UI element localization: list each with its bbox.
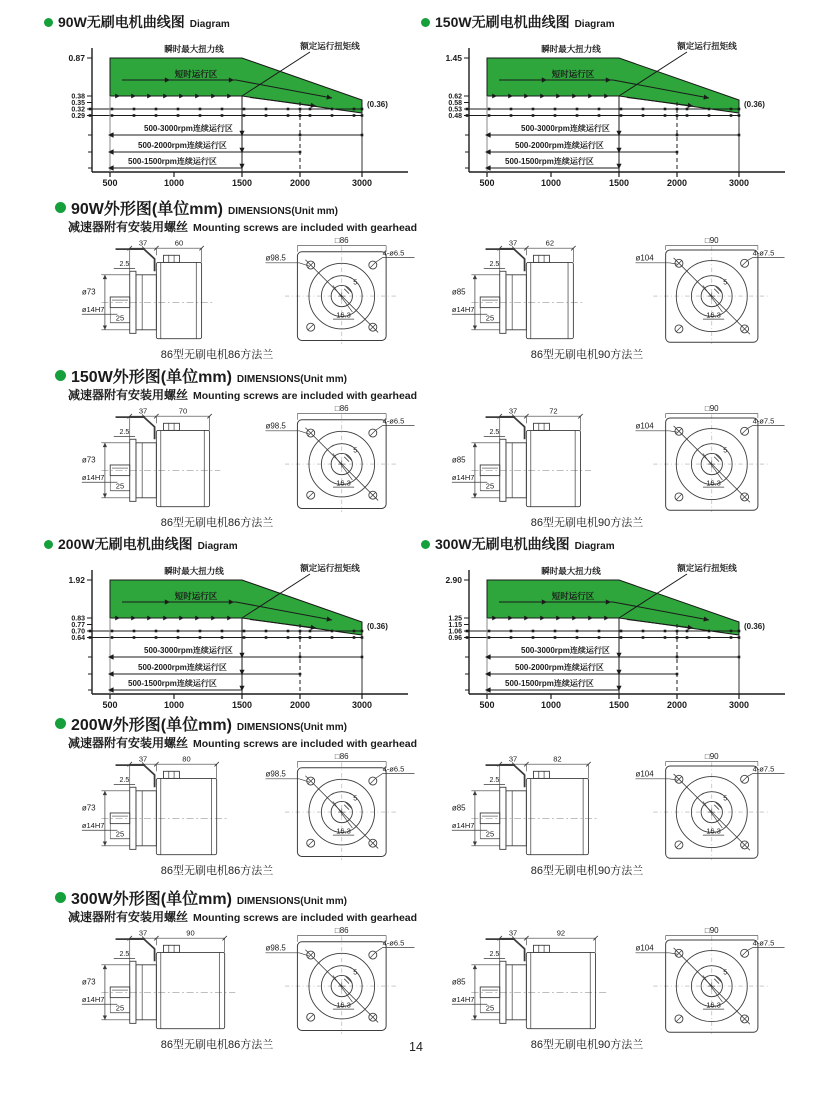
svg-text:0.62: 0.62 bbox=[448, 93, 462, 101]
svg-text:25: 25 bbox=[485, 313, 495, 323]
svg-text:500-1500rpm连续运行区: 500-1500rpm连续运行区 bbox=[128, 679, 217, 688]
svg-text:4-ø6.5: 4-ø6.5 bbox=[382, 764, 405, 774]
side-view-drawing bbox=[72, 234, 262, 344]
svg-text:0.48: 0.48 bbox=[448, 113, 462, 121]
svg-text:0.53: 0.53 bbox=[448, 106, 462, 114]
svg-text:0.35: 0.35 bbox=[71, 100, 85, 108]
dim-subtitle bbox=[68, 734, 417, 751]
dim-title: 90W外形图(单位mm) bbox=[71, 201, 224, 218]
drawing-caption: 86型无刷电机90方法兰 bbox=[530, 865, 644, 877]
svg-text:额定运行扭矩线: 额定运行扭矩线 bbox=[300, 41, 360, 51]
svg-text:16.3: 16.3 bbox=[336, 478, 351, 488]
svg-text:4-ø6.5: 4-ø6.5 bbox=[382, 416, 405, 426]
svg-text:37: 37 bbox=[138, 406, 148, 416]
chart-title: 90W无刷电机曲线图 bbox=[58, 14, 185, 30]
svg-text:(0.36): (0.36) bbox=[367, 100, 388, 109]
svg-text:16.3: 16.3 bbox=[336, 310, 351, 320]
svg-text:1000: 1000 bbox=[163, 700, 185, 710]
svg-text:500: 500 bbox=[479, 700, 495, 710]
svg-text:瞬时最大扭力线: 瞬时最大扭力线 bbox=[541, 566, 601, 576]
drawing-caption: 86型无刷电机86方法兰 bbox=[160, 1039, 274, 1051]
svg-text:4-ø7.5: 4-ø7.5 bbox=[752, 764, 775, 774]
svg-text:25: 25 bbox=[485, 1003, 495, 1013]
dim-subtitle bbox=[68, 908, 417, 925]
svg-text:16.3: 16.3 bbox=[706, 826, 721, 836]
svg-text:5: 5 bbox=[723, 968, 728, 977]
svg-text:□86: □86 bbox=[334, 403, 349, 413]
drawing-90-flange bbox=[442, 234, 802, 366]
svg-text:500: 500 bbox=[102, 178, 118, 188]
svg-text:ø104: ø104 bbox=[635, 769, 654, 779]
svg-text:ø14H7: ø14H7 bbox=[81, 995, 105, 1005]
svg-text:1500: 1500 bbox=[608, 178, 630, 188]
subtitle-en: Mounting screws are included with gearhead bbox=[193, 222, 418, 234]
svg-text:0.58: 0.58 bbox=[448, 100, 462, 108]
svg-text:1000: 1000 bbox=[163, 178, 185, 188]
svg-text:1.15: 1.15 bbox=[448, 622, 462, 630]
svg-text:ø104: ø104 bbox=[635, 943, 654, 953]
svg-text:2.5: 2.5 bbox=[119, 949, 130, 958]
bullet-icon bbox=[55, 202, 66, 213]
svg-text:5: 5 bbox=[353, 968, 358, 977]
svg-text:ø73: ø73 bbox=[81, 803, 96, 813]
svg-text:瞬时最大扭力线: 瞬时最大扭力线 bbox=[541, 44, 601, 54]
torque-chart-300w bbox=[421, 554, 797, 720]
front-view-drawing bbox=[256, 924, 424, 1034]
svg-text:额定运行扭矩线: 额定运行扭矩线 bbox=[300, 563, 360, 573]
chart-section-90w bbox=[44, 12, 420, 198]
subtitle-cn: 减速器附有安装用螺丝 bbox=[68, 220, 189, 234]
chart-title-en: Diagram bbox=[197, 541, 238, 552]
front-view-drawing bbox=[256, 750, 424, 860]
svg-text:短时运行区: 短时运行区 bbox=[174, 591, 218, 601]
drawing-caption: 86型无刷电机86方法兰 bbox=[160, 865, 274, 877]
svg-text:1500: 1500 bbox=[608, 700, 630, 710]
page-number: 14 bbox=[409, 1040, 423, 1054]
svg-text:ø98.5: ø98.5 bbox=[265, 421, 286, 431]
svg-text:2.5: 2.5 bbox=[119, 427, 130, 436]
svg-text:25: 25 bbox=[485, 829, 495, 839]
bullet-icon bbox=[55, 718, 66, 729]
svg-text:□90: □90 bbox=[704, 235, 719, 245]
svg-text:2.90: 2.90 bbox=[445, 575, 462, 585]
svg-text:2000: 2000 bbox=[666, 178, 688, 188]
dim-subtitle bbox=[68, 386, 417, 403]
drawing-90-flange bbox=[442, 924, 802, 1056]
svg-text:ø73: ø73 bbox=[81, 455, 96, 465]
drawing-90-flange bbox=[442, 750, 802, 882]
svg-text:500-3000rpm连续运行区: 500-3000rpm连续运行区 bbox=[521, 124, 610, 133]
svg-text:0.64: 0.64 bbox=[71, 635, 85, 643]
svg-text:(0.36): (0.36) bbox=[744, 622, 765, 631]
svg-text:70: 70 bbox=[178, 406, 188, 416]
subtitle-en: Mounting screws are included with gearhead bbox=[193, 738, 418, 750]
bullet-icon bbox=[55, 370, 66, 381]
svg-text:37: 37 bbox=[508, 406, 518, 416]
front-view-drawing bbox=[256, 234, 424, 344]
svg-text:500-1500rpm连续运行区: 500-1500rpm连续运行区 bbox=[505, 679, 594, 688]
svg-text:0.29: 0.29 bbox=[71, 113, 85, 121]
dim-title: 150W外形图(单位mm) bbox=[71, 369, 232, 386]
drawing-86-flange bbox=[72, 402, 432, 534]
front-view-drawing bbox=[626, 924, 794, 1034]
bullet-icon bbox=[421, 540, 430, 549]
svg-text:500-2000rpm连续运行区: 500-2000rpm连续运行区 bbox=[515, 141, 604, 150]
drawing-caption: 86型无刷电机90方法兰 bbox=[530, 349, 644, 361]
svg-text:4-ø7.5: 4-ø7.5 bbox=[752, 416, 775, 426]
side-view-drawing bbox=[442, 234, 632, 344]
svg-text:16.3: 16.3 bbox=[336, 1000, 351, 1010]
chart-title: 150W无刷电机曲线图 bbox=[435, 14, 570, 30]
svg-text:25: 25 bbox=[115, 313, 125, 323]
svg-text:37: 37 bbox=[508, 928, 518, 938]
svg-text:16.3: 16.3 bbox=[706, 478, 721, 488]
drawing-90-flange bbox=[442, 402, 802, 534]
torque-chart-150w bbox=[421, 32, 797, 198]
bullet-icon bbox=[55, 892, 66, 903]
front-view-drawing bbox=[626, 234, 794, 344]
svg-text:0.70: 0.70 bbox=[71, 628, 85, 636]
side-view-drawing bbox=[72, 924, 262, 1034]
svg-text:0.87: 0.87 bbox=[68, 53, 85, 63]
svg-text:500-3000rpm连续运行区: 500-3000rpm连续运行区 bbox=[144, 124, 233, 133]
chart-title-en: Diagram bbox=[574, 541, 615, 552]
svg-text:2.5: 2.5 bbox=[489, 949, 500, 958]
svg-text:ø14H7: ø14H7 bbox=[451, 473, 475, 483]
chart-heading bbox=[44, 12, 230, 32]
svg-text:□90: □90 bbox=[704, 751, 719, 761]
chart-section-300w bbox=[421, 534, 797, 720]
svg-text:25: 25 bbox=[115, 481, 125, 491]
svg-text:ø85: ø85 bbox=[451, 977, 466, 987]
svg-text:0.38: 0.38 bbox=[71, 93, 85, 101]
dim-title-en: DIMENSIONS(Unit mm) bbox=[236, 374, 347, 385]
subtitle-en: Mounting screws are included with gearhead bbox=[193, 912, 418, 924]
drawing-caption: 86型无刷电机90方法兰 bbox=[530, 1039, 644, 1051]
bullet-icon bbox=[44, 540, 53, 549]
svg-text:500-3000rpm连续运行区: 500-3000rpm连续运行区 bbox=[521, 646, 610, 655]
svg-text:4-ø7.5: 4-ø7.5 bbox=[752, 248, 775, 258]
svg-text:3000: 3000 bbox=[351, 700, 373, 710]
svg-text:4-ø6.5: 4-ø6.5 bbox=[382, 248, 405, 258]
svg-text:5: 5 bbox=[353, 446, 358, 455]
dim-heading bbox=[55, 196, 338, 219]
chart-title: 200W无刷电机曲线图 bbox=[58, 536, 193, 552]
svg-text:5: 5 bbox=[723, 278, 728, 287]
svg-text:37: 37 bbox=[138, 754, 148, 764]
svg-text:4-ø7.5: 4-ø7.5 bbox=[752, 938, 775, 948]
subtitle-cn: 减速器附有安装用螺丝 bbox=[68, 388, 189, 402]
svg-text:2.5: 2.5 bbox=[119, 775, 130, 784]
svg-text:额定运行扭矩线: 额定运行扭矩线 bbox=[677, 41, 737, 51]
dim-heading bbox=[55, 364, 347, 387]
svg-text:500: 500 bbox=[479, 178, 495, 188]
svg-text:ø14H7: ø14H7 bbox=[81, 821, 105, 831]
svg-text:1500: 1500 bbox=[231, 178, 253, 188]
chart-title-en: Diagram bbox=[189, 19, 230, 30]
svg-text:1.25: 1.25 bbox=[448, 615, 462, 623]
svg-text:1.45: 1.45 bbox=[445, 53, 462, 63]
svg-text:ø85: ø85 bbox=[451, 455, 466, 465]
svg-text:60: 60 bbox=[174, 238, 184, 248]
side-view-drawing bbox=[442, 402, 632, 512]
front-view-drawing bbox=[626, 402, 794, 512]
svg-text:500-2000rpm连续运行区: 500-2000rpm连续运行区 bbox=[138, 141, 227, 150]
chart-title: 300W无刷电机曲线图 bbox=[435, 536, 570, 552]
chart-title-en: Diagram bbox=[574, 19, 615, 30]
drawing-caption: 86型无刷电机86方法兰 bbox=[160, 517, 274, 529]
svg-text:62: 62 bbox=[545, 238, 555, 248]
svg-text:500-3000rpm连续运行区: 500-3000rpm连续运行区 bbox=[144, 646, 233, 655]
torque-chart-90w bbox=[44, 32, 420, 198]
svg-text:2000: 2000 bbox=[289, 178, 311, 188]
svg-text:25: 25 bbox=[115, 829, 125, 839]
front-view-drawing bbox=[256, 402, 424, 512]
torque-chart-200w bbox=[44, 554, 420, 720]
dim-title-en: DIMENSIONS(Unit mm) bbox=[228, 206, 339, 217]
svg-text:500-2000rpm连续运行区: 500-2000rpm连续运行区 bbox=[138, 663, 227, 672]
svg-text:5: 5 bbox=[723, 794, 728, 803]
svg-text:短时运行区: 短时运行区 bbox=[551, 69, 595, 79]
svg-text:□90: □90 bbox=[704, 403, 719, 413]
dim-heading bbox=[55, 886, 347, 909]
svg-text:瞬时最大扭力线: 瞬时最大扭力线 bbox=[164, 44, 224, 54]
svg-text:37: 37 bbox=[508, 754, 518, 764]
chart-section-200w bbox=[44, 534, 420, 720]
drawing-caption: 86型无刷电机90方法兰 bbox=[530, 517, 644, 529]
svg-text:3000: 3000 bbox=[728, 178, 750, 188]
svg-text:□86: □86 bbox=[334, 751, 349, 761]
svg-text:500: 500 bbox=[102, 700, 118, 710]
svg-text:ø14H7: ø14H7 bbox=[451, 995, 475, 1005]
dim-title-en: DIMENSIONS(Unit mm) bbox=[236, 896, 347, 907]
svg-text:500-1500rpm连续运行区: 500-1500rpm连续运行区 bbox=[505, 157, 594, 166]
subtitle-cn: 减速器附有安装用螺丝 bbox=[68, 736, 189, 750]
front-view-drawing bbox=[626, 750, 794, 860]
dim-heading bbox=[55, 712, 347, 735]
svg-text:ø85: ø85 bbox=[451, 287, 466, 297]
svg-text:2.5: 2.5 bbox=[119, 259, 130, 268]
svg-text:ø98.5: ø98.5 bbox=[265, 253, 286, 263]
svg-text:ø14H7: ø14H7 bbox=[451, 305, 475, 315]
svg-text:37: 37 bbox=[138, 238, 148, 248]
subtitle-en: Mounting screws are included with gearhead bbox=[193, 390, 418, 402]
svg-text:ø98.5: ø98.5 bbox=[265, 943, 286, 953]
svg-text:90: 90 bbox=[186, 928, 195, 938]
svg-text:2000: 2000 bbox=[666, 700, 688, 710]
svg-text:(0.36): (0.36) bbox=[367, 622, 388, 631]
svg-text:5: 5 bbox=[353, 794, 358, 803]
svg-text:ø73: ø73 bbox=[81, 977, 96, 987]
svg-text:2.5: 2.5 bbox=[489, 775, 500, 784]
svg-text:92: 92 bbox=[556, 928, 566, 938]
side-view-drawing bbox=[72, 750, 262, 860]
svg-text:□86: □86 bbox=[334, 925, 349, 935]
svg-text:25: 25 bbox=[485, 481, 495, 491]
svg-text:ø14H7: ø14H7 bbox=[81, 305, 105, 315]
svg-text:ø14H7: ø14H7 bbox=[81, 473, 105, 483]
svg-text:3000: 3000 bbox=[351, 178, 373, 188]
svg-text:2000: 2000 bbox=[289, 700, 311, 710]
svg-text:1.06: 1.06 bbox=[448, 628, 462, 636]
svg-text:1.92: 1.92 bbox=[68, 575, 85, 585]
svg-text:ø104: ø104 bbox=[635, 421, 654, 431]
svg-text:□90: □90 bbox=[704, 925, 719, 935]
svg-text:0.77: 0.77 bbox=[71, 622, 85, 630]
drawing-86-flange bbox=[72, 750, 432, 882]
svg-text:0.96: 0.96 bbox=[448, 635, 462, 643]
svg-text:5: 5 bbox=[723, 446, 728, 455]
chart-section-150w bbox=[421, 12, 797, 198]
drawing-caption: 86型无刷电机86方法兰 bbox=[160, 349, 274, 361]
bullet-icon bbox=[44, 18, 53, 27]
svg-text:1000: 1000 bbox=[540, 700, 562, 710]
drawing-86-flange bbox=[72, 924, 432, 1056]
svg-text:82: 82 bbox=[553, 754, 562, 764]
dim-title: 200W外形图(单位mm) bbox=[71, 717, 232, 734]
subtitle-cn: 减速器附有安装用螺丝 bbox=[68, 910, 189, 924]
side-view-drawing bbox=[442, 750, 632, 860]
svg-text:短时运行区: 短时运行区 bbox=[551, 591, 595, 601]
svg-text:ø73: ø73 bbox=[81, 287, 96, 297]
svg-text:500-1500rpm连续运行区: 500-1500rpm连续运行区 bbox=[128, 157, 217, 166]
chart-heading bbox=[44, 534, 238, 554]
svg-text:ø14H7: ø14H7 bbox=[451, 821, 475, 831]
dim-title-en: DIMENSIONS(Unit mm) bbox=[236, 722, 347, 733]
svg-text:ø98.5: ø98.5 bbox=[265, 769, 286, 779]
svg-text:16.3: 16.3 bbox=[336, 826, 351, 836]
chart-heading bbox=[421, 534, 615, 554]
drawing-86-flange bbox=[72, 234, 432, 366]
svg-text:□86: □86 bbox=[334, 235, 349, 245]
svg-text:25: 25 bbox=[115, 1003, 125, 1013]
svg-text:瞬时最大扭力线: 瞬时最大扭力线 bbox=[164, 566, 224, 576]
svg-text:0.83: 0.83 bbox=[71, 615, 85, 623]
svg-text:ø104: ø104 bbox=[635, 253, 654, 263]
svg-text:4-ø6.5: 4-ø6.5 bbox=[382, 938, 405, 948]
svg-text:500-2000rpm连续运行区: 500-2000rpm连续运行区 bbox=[515, 663, 604, 672]
side-view-drawing bbox=[72, 402, 262, 512]
svg-text:ø85: ø85 bbox=[451, 803, 466, 813]
svg-text:5: 5 bbox=[353, 278, 358, 287]
svg-text:80: 80 bbox=[182, 754, 191, 764]
svg-text:(0.36): (0.36) bbox=[744, 100, 765, 109]
svg-text:1000: 1000 bbox=[540, 178, 562, 188]
svg-text:1500: 1500 bbox=[231, 700, 253, 710]
bullet-icon bbox=[421, 18, 430, 27]
svg-text:额定运行扭矩线: 额定运行扭矩线 bbox=[677, 563, 737, 573]
svg-text:16.3: 16.3 bbox=[706, 310, 721, 320]
svg-text:37: 37 bbox=[138, 928, 148, 938]
svg-text:短时运行区: 短时运行区 bbox=[174, 69, 218, 79]
svg-text:37: 37 bbox=[508, 238, 518, 248]
svg-text:2.5: 2.5 bbox=[489, 427, 500, 436]
svg-text:16.3: 16.3 bbox=[706, 1000, 721, 1010]
svg-text:3000: 3000 bbox=[728, 700, 750, 710]
side-view-drawing bbox=[442, 924, 632, 1034]
dim-subtitle bbox=[68, 218, 417, 235]
svg-text:72: 72 bbox=[549, 406, 558, 416]
dim-title: 300W外形图(单位mm) bbox=[71, 891, 232, 908]
svg-text:2.5: 2.5 bbox=[489, 259, 500, 268]
chart-heading bbox=[421, 12, 615, 32]
svg-text:0.32: 0.32 bbox=[71, 106, 85, 114]
